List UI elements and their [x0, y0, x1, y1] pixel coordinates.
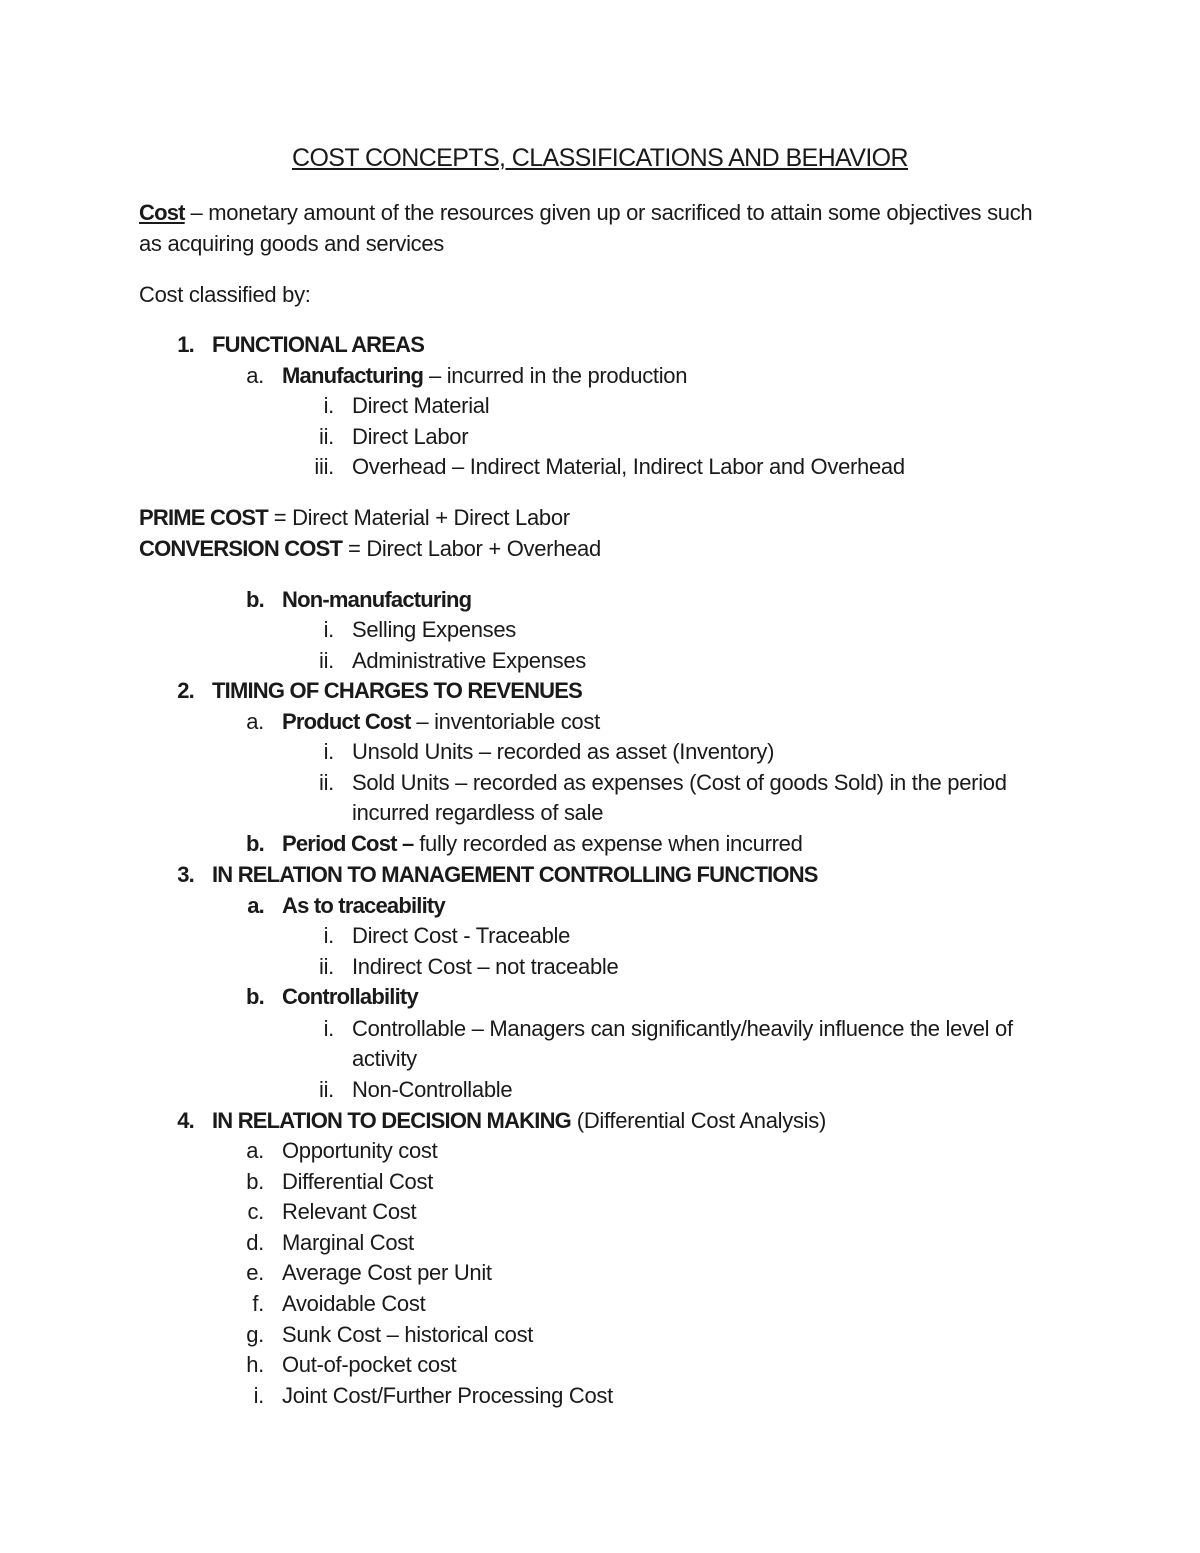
item-text: Direct Material — [352, 393, 490, 418]
item-text: Unsold Units – recorded as asset (Inventory) — [352, 739, 775, 764]
cost-definition-text: – monetary amount of the resources given up or sacrificed to attain some objectives such as acquiring goods and services — [139, 200, 1033, 256]
item-marker: b. — [246, 831, 264, 856]
item-text: Average Cost per Unit — [282, 1260, 492, 1285]
item-text: Direct Labor — [352, 424, 469, 449]
section-title: FUNCTIONAL AREAS — [212, 332, 425, 357]
item-marker: b. — [246, 587, 264, 612]
item-text: Administrative Expenses — [352, 648, 586, 673]
section-title: TIMING OF CHARGES TO REVENUES — [212, 678, 582, 703]
item-marker: ii. — [319, 648, 334, 673]
item-text: Marginal Cost — [282, 1230, 414, 1255]
item-term: Controllability — [282, 984, 418, 1009]
item-text: Sunk Cost – historical cost — [282, 1322, 534, 1347]
item-term: Period Cost – — [282, 831, 414, 856]
item-marker: i. — [253, 1383, 264, 1408]
item-marker: ii. — [319, 770, 334, 795]
item-term: As to traceability — [282, 893, 445, 918]
item-marker: ii. — [319, 954, 334, 979]
item-text: Joint Cost/Further Processing Cost — [282, 1383, 613, 1408]
formula-term: CONVERSION COST — [139, 536, 343, 561]
item-marker: d. — [246, 1230, 264, 1255]
item-text: Differential Cost — [282, 1169, 434, 1194]
item-text: Sold Units – recorded as expenses (Cost of goods Sold) in the period — [352, 770, 1007, 795]
item-text: Selling Expenses — [352, 617, 516, 642]
item-desc: – inventoriable cost — [410, 709, 600, 734]
item-text: Non-Controllable — [352, 1077, 513, 1102]
item-marker: f. — [252, 1291, 264, 1316]
item-text-continued: incurred regardless of sale — [352, 800, 604, 825]
item-marker: i. — [323, 393, 334, 418]
cost-definition — [139, 198, 1059, 259]
section-title: IN RELATION TO DECISION MAKING — [212, 1108, 571, 1133]
item-term: Manufacturing — [282, 363, 424, 388]
item-marker: a. — [247, 893, 264, 918]
item-text-continued: activity — [352, 1046, 417, 1071]
document-title: COST CONCEPTS, CLASSIFICATIONS AND BEHAVIOR — [292, 144, 908, 172]
section-number: 3. — [177, 862, 194, 887]
item-marker: a. — [246, 363, 264, 388]
item-marker: i. — [323, 739, 334, 764]
item-desc: fully recorded as expense when incurred — [413, 831, 803, 856]
item-marker: iii. — [314, 454, 334, 479]
item-text: Avoidable Cost — [282, 1291, 426, 1316]
item-text: Opportunity cost — [282, 1138, 438, 1163]
item-marker: c. — [247, 1199, 264, 1224]
item-marker: i. — [323, 923, 334, 948]
item-marker: ii. — [319, 424, 334, 449]
item-term: Product Cost — [282, 709, 411, 734]
item-marker: i. — [323, 617, 334, 642]
item-text: Overhead – Indirect Material, Indirect Labor and Overhead — [352, 454, 905, 479]
item-marker: b. — [246, 1169, 264, 1194]
item-marker: ii. — [319, 1077, 334, 1102]
formula-term: PRIME COST — [139, 505, 268, 530]
item-text: Out-of-pocket cost — [282, 1352, 457, 1377]
item-term: Non-manufacturing — [282, 587, 472, 612]
item-marker: i. — [323, 1016, 334, 1041]
item-text: Relevant Cost — [282, 1199, 417, 1224]
classified-by-label: Cost classified by: — [139, 282, 311, 307]
item-marker: e. — [246, 1260, 264, 1285]
section-title: IN RELATION TO MANAGEMENT CONTROLLING FUNCTIONS — [212, 862, 818, 887]
item-text: Controllable – Managers can significantly/heavily influence the level of — [352, 1016, 1013, 1041]
item-marker: a. — [246, 1138, 264, 1163]
item-marker: a. — [246, 709, 264, 734]
item-marker: h. — [246, 1352, 264, 1377]
cost-term: Cost — [139, 200, 185, 225]
section-number: 2. — [177, 678, 194, 703]
prime-cost-formula — [139, 503, 570, 534]
section-number: 1. — [177, 332, 194, 357]
item-desc: – incurred in the production — [423, 363, 688, 388]
item-marker: b. — [246, 984, 264, 1009]
item-text: Direct Cost - Traceable — [352, 923, 571, 948]
item-text: Indirect Cost – not traceable — [352, 954, 619, 979]
formula-text: = Direct Material + Direct Labor — [267, 505, 570, 530]
item-marker: g. — [246, 1322, 264, 1347]
section-note: (Differential Cost Analysis) — [570, 1108, 826, 1133]
conversion-cost-formula — [139, 534, 601, 565]
formula-text: = Direct Labor + Overhead — [342, 536, 601, 561]
section-number: 4. — [177, 1108, 194, 1133]
